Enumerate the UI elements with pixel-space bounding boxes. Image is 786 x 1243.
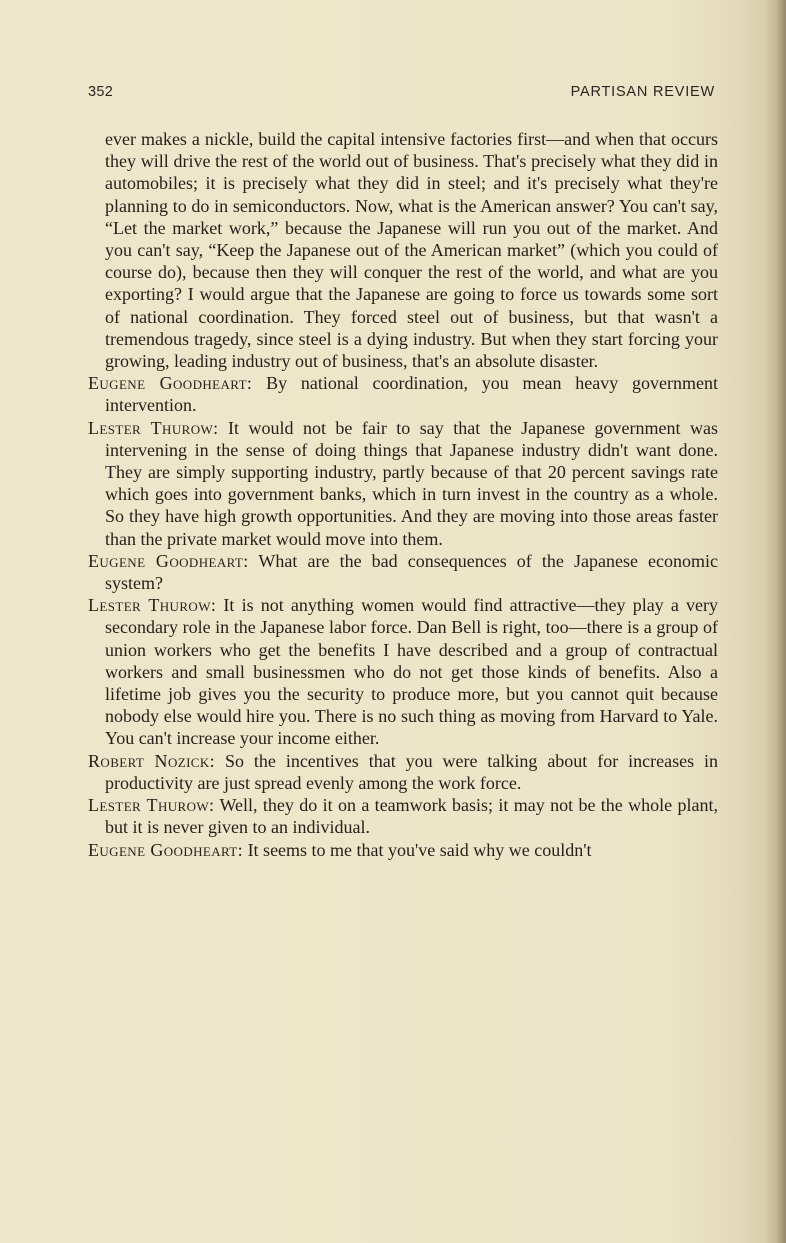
spine-shadow <box>764 0 786 1243</box>
paragraph-text: What are the bad consequences of the Japanese economic system? <box>105 550 718 594</box>
dialogue-paragraph <box>88 372 718 416</box>
paragraph-text: By national coordination, you mean heavy government intervention. <box>105 373 718 416</box>
body-text <box>88 128 718 861</box>
speaker-name: Lester Thurow: <box>88 795 215 816</box>
page-number: 352 <box>88 84 114 100</box>
dialogue-paragraph <box>88 794 718 838</box>
speaker-name: Eugene Goodheart: <box>88 839 244 860</box>
speaker-name: Eugene Goodheart: <box>88 373 253 394</box>
paragraph-continued <box>88 128 718 372</box>
dialogue-paragraph <box>88 839 718 861</box>
paragraph-text: ever makes a nickle, build the capital intensive factories first—and when that occurs they will drive the rest of the world out of business. That's precisely what they did in automobiles; it is precisely what they did in steel; and it's precisely what they're planning to do in semiconductors. Now, what is the American answer? You can't say, “Let the market work,” because the Japanese will run you out of the market. And you can't say, “Keep the Japanese out of the American market” (which you could of course do), because then they will conquer the rest of the world, and what are you exporting? I would argue that the Japanese are going to force us towards some sort of national coordination. They forced steel out of business, but that wasn't a tremendous tragedy, since steel is a dying industry. But when they start forcing your growing, leading industry out of business, that's an absolute disaster. <box>105 129 718 372</box>
speaker-name: Lester Thurow: <box>88 595 217 616</box>
running-head: PARTISAN REVIEW <box>570 84 715 100</box>
speaker-name: Lester Thurow: <box>88 417 219 438</box>
speaker-name: Robert Nozick: <box>88 750 216 771</box>
speaker-name: Eugene Goodheart: <box>88 550 249 571</box>
paragraph-text: So the incentives that you were talking about for increases in productivity are just spread evenly among the work force. <box>105 750 719 793</box>
dialogue-paragraph <box>88 550 718 594</box>
dialogue-paragraph <box>88 417 718 550</box>
paragraph-text: It seems to me that you've said why we couldn't <box>243 839 592 860</box>
page-header <box>88 84 715 106</box>
dialogue-paragraph <box>88 750 718 794</box>
dialogue-paragraph <box>88 594 718 749</box>
paragraph-text: It would not be fair to say that the Japanese government was intervening in the sense of doing things that Japanese industry didn't want done. They are simply supporting industry, partly because of that 20 percent savings rate which goes into government banks, which in turn invest in the country as a whole. So they have high growth opportunities. And they are moving into those areas faster than the private market would move into them. <box>105 417 718 549</box>
paragraph-text: It is not anything women would find attractive—they play a very secondary role in the Japanese labor force. Dan Bell is right, too—there is a group of union workers who get the benefits I have described and a group of contractual workers and small businessmen who do not get those kinds of benefits. Also a lifetime job gives you the security to produce more, but you cannot quit because nobody else would hire you. There is no such thing as moving from Harvard to Yale. You can't increase your income either. <box>105 595 718 749</box>
paragraph-text: Well, they do it on a teamwork basis; it may not be the whole plant, but it is never given to an individual. <box>105 795 718 838</box>
